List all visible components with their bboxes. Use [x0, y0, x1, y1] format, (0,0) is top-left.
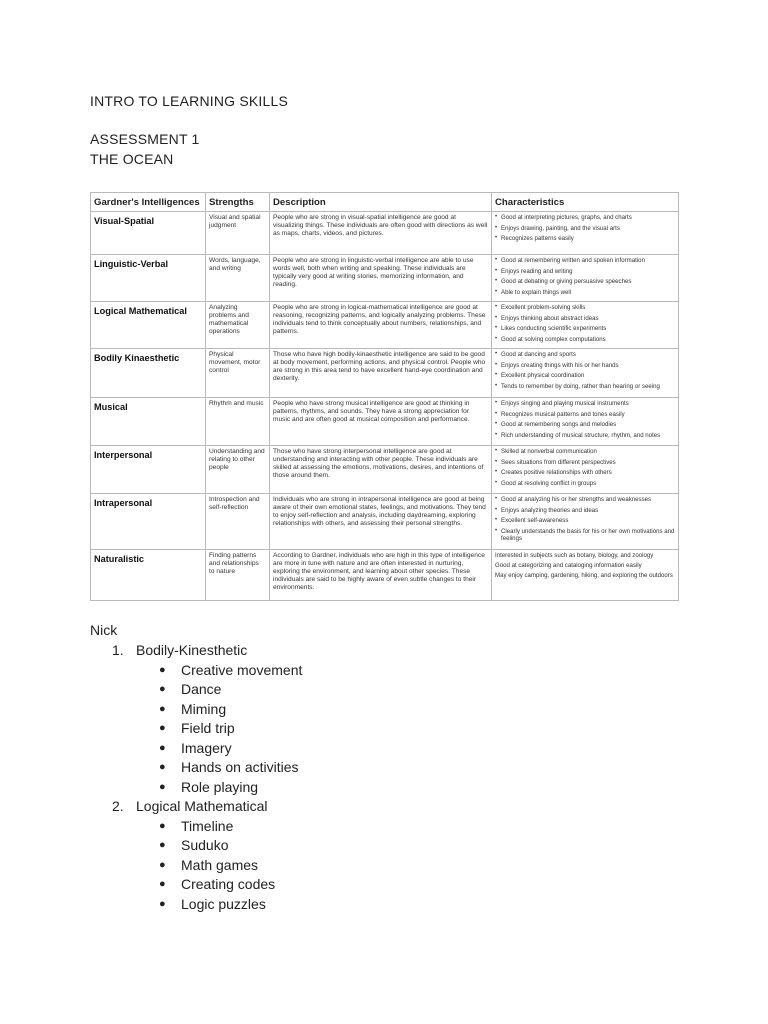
bullet-icon: • — [495, 235, 498, 242]
characteristic-text: Good at debating or giving persuasive speeches — [501, 278, 632, 286]
characteristic-text: Creates positive relationships with others — [501, 469, 612, 477]
characteristic-item — [495, 411, 676, 418]
characteristic-text: Good at analyzing his or her strengths and weaknesses — [501, 496, 652, 503]
activity-list-item — [112, 758, 302, 778]
description-cell: People who have strong musical intelligence are good at thinking in patterns, rhythms, and sounds. They have a strong appreciation for music and are often good at musical composition and performance. — [270, 398, 492, 446]
characteristic-text: Good at remembering written and spoken information — [501, 257, 645, 264]
characteristic-text: Good at solving complex computations — [501, 335, 606, 343]
characteristic-text: Sees situations from different perspectives — [501, 458, 616, 466]
characteristic-text: Rich understanding of musical structure, rhythm, and notes — [501, 431, 661, 439]
characteristic-item — [495, 336, 676, 343]
assessment-label: ASSESSMENT 1 — [90, 131, 200, 147]
characteristic-text: Clearly understands the basis for his or her own motivations and feelings — [501, 527, 675, 542]
characteristic-item — [495, 517, 676, 524]
bullet-icon: ● — [159, 683, 166, 695]
characteristic-item — [495, 325, 676, 332]
activity-text: Timeline — [181, 817, 234, 834]
activity-text: Logic puzzles — [181, 895, 266, 912]
bullet-icon: • — [495, 400, 498, 406]
activity-list-item — [112, 778, 302, 798]
bullet-icon: • — [495, 496, 498, 502]
bullet-icon: • — [495, 314, 498, 321]
table-header-row — [91, 193, 679, 212]
activity-text: Creating codes — [181, 876, 276, 892]
plan-list-item — [112, 641, 302, 661]
characteristic-item — [495, 315, 676, 322]
characteristic-text: Able to explain things well — [501, 288, 572, 296]
characteristic-text: Excellent self-awareness — [501, 517, 569, 525]
bullet-icon: • — [495, 257, 498, 263]
table-row — [91, 255, 679, 302]
table-row — [91, 494, 679, 550]
characteristic-item — [495, 448, 676, 455]
activity-list-item — [112, 719, 302, 739]
characteristic-item — [495, 496, 676, 503]
bullet-icon: • — [495, 506, 498, 513]
characteristic-text: Good at resolving conflict in groups — [501, 479, 597, 487]
bullet-icon: • — [495, 469, 498, 476]
characteristic-item — [495, 268, 676, 275]
description-cell: People who are strong in visual-spatial intelligence are good at visualizing things. These individuals are often good with directions as well as maps, charts, videos, and pictures. — [270, 212, 492, 255]
bullet-icon: ● — [159, 819, 166, 832]
intelligence-name: Visual-Spatial — [91, 212, 206, 255]
column-header-characteristics: Characteristics — [492, 193, 679, 212]
bullet-icon: • — [495, 479, 498, 486]
activity-list-item — [112, 661, 302, 681]
activity-text: Dance — [181, 681, 222, 697]
characteristic-text: Enjoys singing and playing musical instruments — [501, 400, 629, 407]
strengths-cell: Introspection and self-reflection — [206, 494, 270, 550]
activity-list-item — [112, 700, 302, 720]
bullet-icon: ● — [159, 897, 166, 910]
bullet-icon: • — [495, 382, 498, 389]
characteristic-text: Good at dancing and sports — [501, 351, 576, 358]
table-row — [91, 446, 679, 494]
characteristics-cell — [492, 349, 679, 398]
characteristic-item: Good at categorizing and cataloging information easily — [495, 561, 642, 569]
bullet-icon: • — [495, 351, 498, 357]
bullet-icon: • — [495, 448, 498, 454]
characteristic-text: Likes conducting scientific experiments — [501, 325, 607, 333]
description-cell: People who are strong in linguistic-verbal intelligence are able to use words well, both when writing and speaking. These individuals are typically very good at writing stories, memorizing information, and reading. — [270, 255, 492, 302]
characteristic-text: Skilled at nonverbal communication — [501, 448, 597, 455]
characteristic-text: Enjoys creating things with his or her hands — [501, 361, 619, 369]
bullet-icon: • — [495, 527, 498, 534]
bullet-icon: • — [495, 517, 498, 524]
bullet-icon: • — [495, 224, 498, 231]
description-cell: Individuals who are strong in intrapersonal intelligence are good at being aware of their own emotional states, feelings, and motivations. They tend to enjoy self-reflection and analysis, including daydreaming, exploring relationships with others, and assessing their personal strengths. — [270, 494, 492, 550]
characteristic-text: Enjoys analyzing theories and ideas — [501, 506, 599, 514]
bullet-icon: ● — [159, 722, 166, 734]
strengths-cell: Physical movement, motor control — [206, 349, 270, 398]
document-title: INTRO TO LEARNING SKILLS — [90, 93, 289, 109]
characteristic-text: Good at interpreting pictures, graphs, and charts — [501, 214, 632, 221]
activity-list-item — [112, 817, 302, 837]
characteristics-cell — [492, 398, 679, 446]
activity-list-item — [112, 739, 302, 759]
strengths-cell: Words, language, and writing — [206, 255, 270, 302]
characteristic-text: Enjoys drawing, painting, and the visual arts — [501, 224, 620, 232]
intelligence-name: Bodily Kinaesthetic — [91, 349, 206, 398]
bullet-icon: ● — [159, 761, 166, 773]
table-row — [91, 550, 679, 601]
activity-list-item — [112, 856, 302, 876]
activity-text: Role playing — [181, 778, 259, 795]
characteristic-item — [495, 469, 676, 476]
intelligence-name: Logical Mathematical — [91, 302, 206, 349]
bullet-icon: ● — [159, 663, 166, 676]
table-row — [91, 349, 679, 398]
characteristic-item — [495, 400, 676, 407]
characteristic-item — [495, 351, 676, 358]
bullet-icon: • — [495, 372, 498, 379]
bullet-icon: ● — [159, 741, 166, 754]
characteristic-item — [495, 225, 676, 232]
strengths-cell: Understanding and relating to other people — [206, 446, 270, 494]
characteristic-item — [495, 528, 676, 542]
activity-list-item — [112, 895, 302, 915]
characteristic-text: Excellent physical coordination — [501, 372, 585, 380]
intelligence-heading: Logical Mathematical — [136, 798, 268, 814]
characteristic-item — [495, 214, 676, 221]
plan-list-item — [112, 797, 302, 817]
intelligence-heading: Bodily-Kinesthetic — [136, 642, 248, 658]
bullet-icon: ● — [159, 780, 166, 793]
bullet-icon: ● — [159, 839, 166, 851]
gardner-intelligences-table — [90, 192, 679, 601]
characteristic-text: Good at remembering songs and melodies — [501, 421, 617, 429]
characteristics-cell — [492, 550, 679, 601]
intelligence-name: Naturalistic — [91, 550, 206, 601]
bullet-icon: ● — [159, 858, 166, 871]
activity-text: Imagery — [181, 739, 232, 756]
bullet-icon: • — [495, 335, 498, 342]
description-cell: People who are strong in logical-mathematical intelligence are good at reasoning, recognizing patterns, and logically analyzing problems. These individuals tend to think conceptually about numbers, relationships, and patterns. — [270, 302, 492, 349]
activity-text: Field trip — [181, 720, 235, 736]
bullet-icon: • — [495, 325, 498, 332]
characteristics-cell — [492, 255, 679, 302]
bullet-icon: ● — [159, 702, 166, 715]
characteristic-text: Enjoys thinking about abstract ideas — [501, 314, 599, 322]
intelligence-name: Linguistic-Verbal — [91, 255, 206, 302]
bullet-icon: • — [495, 431, 498, 438]
characteristics-cell — [492, 446, 679, 494]
intelligence-name: Intrapersonal — [91, 494, 206, 550]
activity-text: Hands on activities — [181, 759, 299, 775]
bullet-icon: • — [495, 410, 498, 417]
characteristics-cell — [492, 302, 679, 349]
student-name: Nick — [90, 622, 118, 638]
activity-list-item — [112, 680, 302, 700]
characteristic-text: Enjoys reading and writing — [501, 267, 573, 275]
theme-label: THE OCEAN — [90, 151, 174, 167]
table-row — [91, 212, 679, 255]
characteristic-item — [495, 421, 676, 428]
characteristic-item — [495, 383, 676, 390]
bullet-icon: • — [495, 288, 498, 295]
activity-text: Math games — [181, 856, 259, 873]
strengths-cell: Analyzing problems and mathematical operations — [206, 302, 270, 349]
strengths-cell: Visual and spatial judgment — [206, 212, 270, 255]
characteristic-item — [495, 459, 676, 466]
characteristic-item: Interested in subjects such as botany, biology, and zoology — [495, 552, 654, 559]
characteristics-cell — [492, 494, 679, 550]
characteristic-item — [495, 257, 676, 264]
strengths-cell: Rhythm and music — [206, 398, 270, 446]
bullet-icon: • — [495, 458, 498, 465]
activity-text: Creative movement — [181, 661, 303, 678]
characteristic-text: Recognizes musical patterns and tones easily — [501, 410, 625, 418]
table-body — [91, 212, 679, 601]
description-cell: Those who have strong interpersonal intelligence are good at understanding and interacting with other people. These individuals are skilled at assessing the emotions, motivations, desires, and intentions of those around them. — [270, 446, 492, 494]
description-cell: According to Gardner, individuals who are high in this type of intelligence are more in tune with nature and are often interested in nurturing, exploring the environment, and learning about other species. These individuals are said to be highly aware of even subtle changes to their environments. — [270, 550, 492, 601]
list-number: 2. — [112, 798, 124, 814]
bullet-icon: • — [495, 278, 498, 285]
intelligence-plan-list — [112, 641, 302, 914]
list-number: 1. — [112, 642, 124, 658]
bullet-icon: • — [495, 361, 498, 368]
bullet-icon: ● — [159, 878, 166, 890]
column-header-intelligence: Gardner's Intelligences — [91, 193, 206, 212]
characteristic-item — [495, 289, 676, 296]
bullet-icon: • — [495, 304, 498, 310]
characteristic-item — [495, 432, 676, 439]
characteristic-item — [495, 480, 676, 487]
characteristic-item — [495, 362, 676, 369]
characteristic-item — [495, 278, 676, 285]
bullet-icon: • — [495, 421, 498, 428]
strengths-cell: Finding patterns and relationships to nature — [206, 550, 270, 601]
characteristic-text: Excellent problem-solving skills — [501, 304, 586, 311]
table-row — [91, 302, 679, 349]
bullet-icon: • — [495, 214, 498, 220]
column-header-description: Description — [270, 193, 492, 212]
intelligence-name: Interpersonal — [91, 446, 206, 494]
table-row — [91, 398, 679, 446]
characteristic-text: Recognizes patterns easily — [501, 235, 574, 243]
characteristic-text: Tends to remember by doing, rather than hearing or seeing — [501, 382, 660, 390]
description-cell: Those who have high bodily-kinaesthetic intelligence are said to be good at body movement, performing actions, and physical control. People who are strong in this area tend to have excellent hand-eye coordination and dexterity. — [270, 349, 492, 398]
bullet-icon: • — [495, 267, 498, 274]
intelligence-name: Musical — [91, 398, 206, 446]
characteristic-item — [495, 372, 676, 379]
activity-list-item — [112, 836, 302, 856]
characteristic-item — [495, 507, 676, 514]
activity-text: Suduko — [181, 837, 229, 853]
characteristic-item: May enjoy camping, gardening, hiking, and exploring the outdoors — [495, 571, 673, 579]
column-header-strengths: Strengths — [206, 193, 270, 212]
activity-text: Miming — [181, 700, 227, 717]
characteristics-cell — [492, 212, 679, 255]
characteristic-item — [495, 304, 676, 311]
characteristic-item — [495, 235, 676, 242]
activity-list-item — [112, 875, 302, 895]
